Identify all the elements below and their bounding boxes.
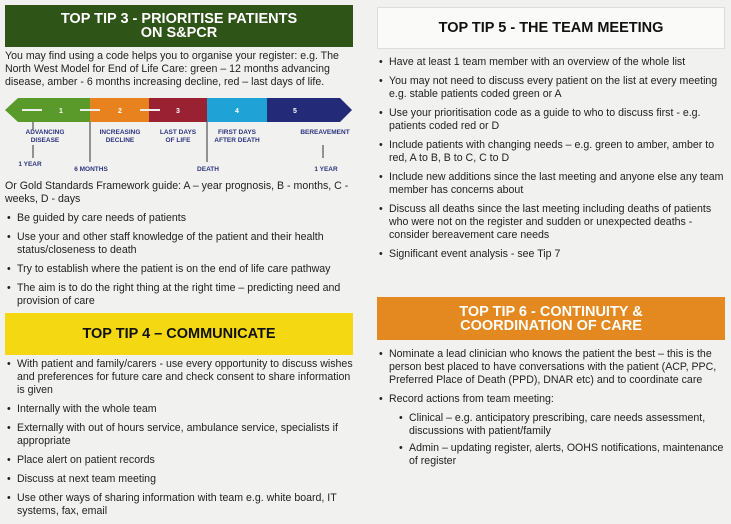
list-item: • Significant event analysis - see Tip 7 — [377, 248, 725, 261]
timeline-label: BEREAVEMENT — [300, 129, 350, 136]
tip3-body — [5, 50, 355, 89]
sub-list-item: • Clinical – e.g. anticipatory prescribing, care needs assessment, discussions with patient/family — [397, 412, 725, 438]
timeline-segment-5 — [267, 98, 352, 122]
tip3-title-2: ON S&PCR — [140, 25, 218, 41]
list-item: • Include new additions since the last meeting and anyone else any team member has concerns about — [377, 171, 725, 197]
timeline-num: 2 — [118, 108, 122, 115]
timeline-label: FIRST DAYS — [217, 129, 257, 136]
list-item: • Nominate a lead clinician who knows the patient the best – this is the person best placed to have conversations with the patient (ACP, PPC, Preferred Place of Death (PPD), DNAR etc) and to coordinate care — [377, 348, 725, 387]
list-item: • Discuss all deaths since the last meeting including deaths of patients who were not on the register and sudden or unexpected deaths - consider bereavement care needs — [377, 203, 725, 242]
list-item: • Internally with the whole team — [5, 403, 355, 416]
tip6-body — [377, 348, 725, 472]
timeline-num: 4 — [235, 108, 239, 115]
list-item: • You may not need to discuss every patient on the list at every meeting e.g. stable patients coded green or A — [377, 75, 725, 101]
list-item: • Have at least 1 team member with an overview of the whole list — [377, 56, 725, 69]
list-item: • With patient and family/carers - use every opportunity to discuss wishes and preferences for future care and check consent to share information is given — [5, 358, 355, 397]
tip4-body — [5, 358, 355, 524]
list-item: • Be guided by care needs of patients — [5, 212, 353, 225]
timeline-num: 3 — [176, 108, 180, 115]
tip5-body — [377, 56, 725, 267]
timeline-label: AFTER DEATH — [214, 137, 260, 144]
list-item: • Externally with out of hours service, ambulance service, specialists if appropriate — [5, 422, 355, 448]
list-item: • Record actions from team meeting: — [377, 393, 725, 406]
timeline-label: OF LIFE — [165, 137, 191, 144]
timeline-num: 5 — [293, 108, 297, 115]
tip5-header — [377, 7, 725, 49]
list-item: • The aim is to do the right thing at the right time – predicting need and provision of care — [5, 282, 353, 308]
list-item: • Include patients with changing needs – e.g. green to amber, amber to red, A to B, B to C, C to D — [377, 139, 725, 165]
tip4-title: TOP TIP 4 – COMMUNICATE — [82, 326, 276, 342]
timeline-segment-1 — [5, 98, 90, 122]
tip6-title: TOP TIP 6 - CONTINUITY & — [459, 303, 643, 320]
tip6-title-2: COORDINATION OF CARE — [460, 317, 642, 334]
tip6-header — [377, 297, 725, 340]
timeline-num: 1 — [59, 108, 63, 115]
timeline-marker: 6 MONTHS — [74, 166, 108, 173]
timeline-label: ADVANCING — [25, 129, 65, 136]
sub-list-item: • Admin – updating register, alerts, OOHS notifications, maintenance of register — [397, 442, 725, 468]
list-item: • Try to establish where the patient is on the end of life care pathway — [5, 263, 353, 276]
end-of-life-timeline — [0, 90, 360, 180]
gsf-guide: Or Gold Standards Framework guide: A – year prognosis, B - months, C - weeks, D - days — [5, 180, 349, 205]
timeline-marker: 1 YEAR — [18, 161, 42, 168]
list-item: • Discuss at next team meeting — [5, 473, 355, 486]
list-item: • Use your prioritisation code as a guide to who to discuss first - e.g. patients coded red or D — [377, 107, 725, 133]
tip3-title: TOP TIP 3 - PRIORITISE PATIENTS — [60, 11, 298, 27]
list-item: • Use other ways of sharing information with team e.g. white board, IT systems, fax, email — [5, 492, 355, 518]
timeline-label: LAST DAYS — [159, 129, 197, 136]
timeline-label: INCREASING — [99, 129, 141, 136]
tip4-header — [5, 313, 353, 355]
timeline-label: DISEASE — [30, 137, 60, 144]
list-item: • Use your and other staff knowledge of the patient and their health status/closeness to death — [5, 231, 353, 257]
tip3-intro: You may find using a code helps you to organise your register: e.g. The North West Model for End of Life Care: green – 12 months advancing disease, amber - 6 months increasing decline, red – last days of life. — [5, 50, 339, 88]
tip5-title: TOP TIP 5 - THE TEAM MEETING — [438, 20, 664, 36]
tip3-header — [5, 5, 353, 47]
tip3-guide — [5, 180, 353, 314]
timeline-marker: DEATH — [197, 166, 219, 173]
timeline-label: DECLINE — [105, 137, 135, 144]
list-item: • Place alert on patient records — [5, 454, 355, 467]
timeline-marker: 1 YEAR — [314, 166, 338, 173]
